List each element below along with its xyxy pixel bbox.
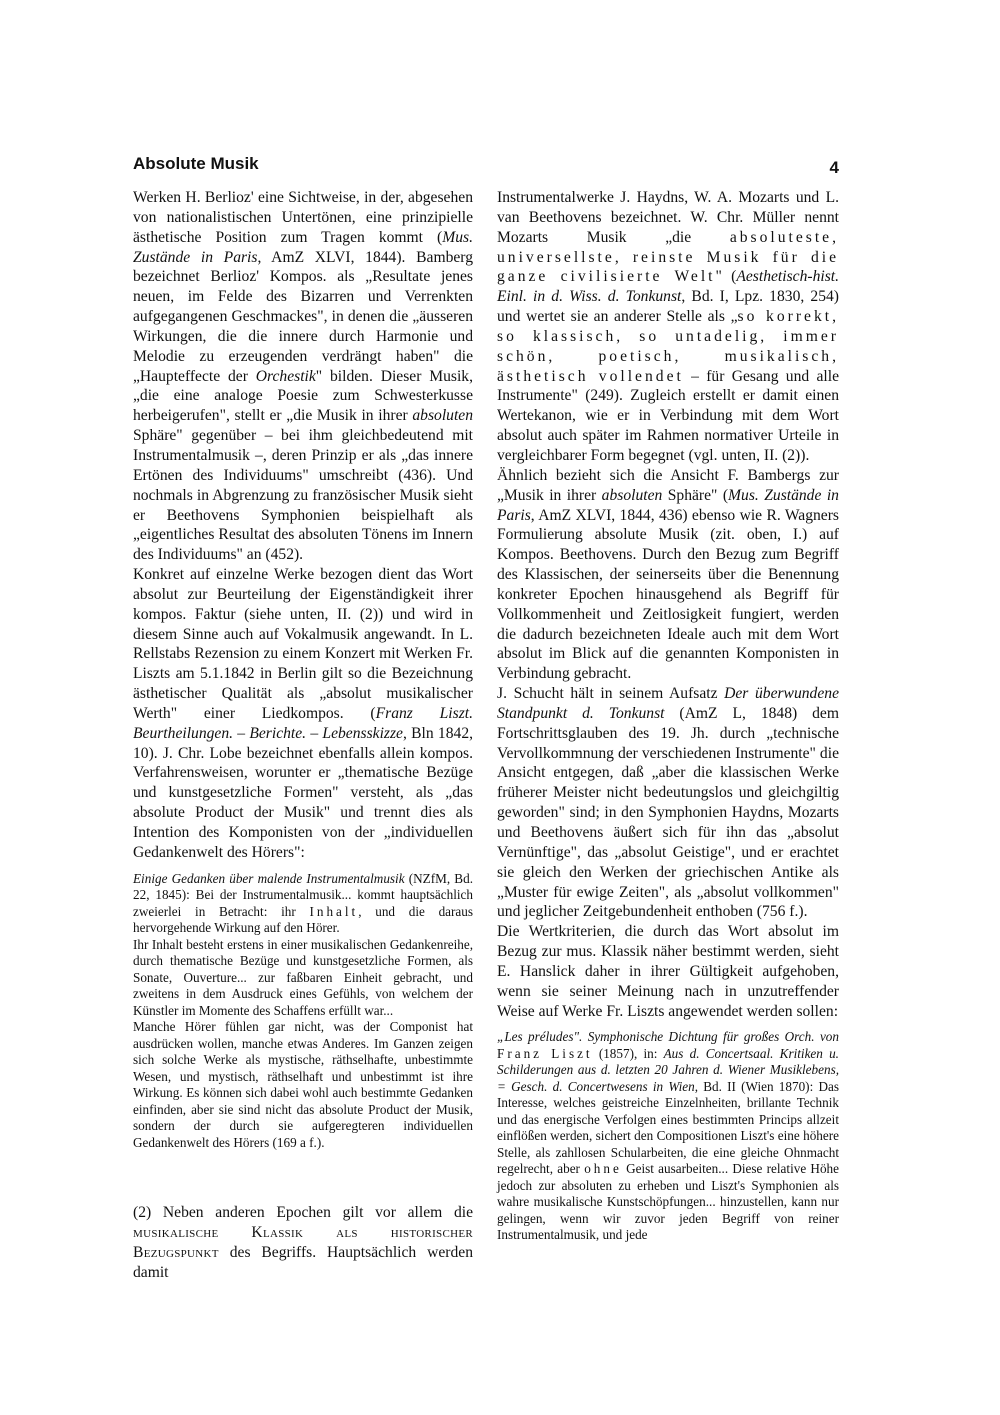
paragraph: Ähnlich bezieht sich die Ansicht F. Bambergs zur „Musik in ihrer absoluten Sphäre" (Mus. Zustände in Paris, AmZ XLVI, 1844, 436) ebenso wie R. Wagners Formulierung absolute Musik (zit. oben, I.) auf Kompos. Beethovens. Durch den Bezug zum Begriff des Klassischen, der seinerseits über die Benennung konkreter Epochen hinausgehend als Begriff für Vollkommenheit und Zeitlosigkeit fungiert, werden die dadurch bezeichneten Ideale auch mit dem Wort absolut im Blick auf die genannten Komponisten in Verbindung gebracht. <box>497 466 839 683</box>
paragraph: Instrumentalwerke J. Haydns, W. A. Mozarts und L. van Beethovens bezeichnet. W. Chr. Müller nennt Mozarts Musik „die absoluteste, universellste, reinste Musik für die ganze civilisierte Welt" (Aesthetisch-hist. Einl. in d. Wiss. d. Tonkunst, Bd. I, Lpz. 1830, 254) und wertet sie an anderer Stelle als „so korrekt, so klassisch, so untadelig, immer schön, poetisch, musikalisch, ästhetisch vollendet – für Gesang und alle Instrumente" (249). Zugleich erstellt er damit einen Wertekanon, wie er in Verbindung mit dem Wort absolut auch später im Rahmen normativer Urteile in vergleichbarer Form begegnet (vgl. unten, II. (2)). <box>497 189 839 464</box>
paragraph: Werken H. Berlioz' eine Sichtweise, in der, abgesehen von nationalistischen Untertönen, eine prinzipielle ästhetische Position zum Tragen kommt (Mus. Zustände in Paris, AmZ XLVI, 1844). Bamberg bezeichnet Berlioz' Kompos. als „Resultate jenes neuen, im Felde des Bizarren und Verrenkten aufgegangenen Geschmackes", in denen die „äusseren Wirkungen, die die innere durch Harmonie und Melodie zu erzeugenden verdrängt haben" die „Haupteffecte der Orchestik" bilden. Dieser Musik, „die eine analoge Poesie zum Schwesterkusse herbeigerufen", stellt er „die Musik in ihrer absoluten Sphäre" gegenüber – bei ihm gleichbedeutend mit Instrumentalmusik –, deren Prinzip er als „das innere Ertönen des Individuums" umschreibt (436). Und nochmals in Abgrenzung zu französischer Musik sieht er Beethovens Symphonien beispielhaft als „eigentliches Resultat des absoluten Tönens im Innern des Individuums" an (452). <box>133 189 473 564</box>
quote-paragraph: „Les préludes". Symphonische Dichtung für großes Orch. von Franz Liszt (1857), in: Aus d. Concertsaal. Kritiken u. Schilderungen aus d. letzten 20 Jahren d. Wiener Musiklebens, = Gesch. d. Concertwesens in Wien, Bd. II (Wien 1870): Das Interesse, welches geistreiche Einzelnheiten, brillante Technik und das energische Verfolgen eines bestimmten Princips allzeit einflößen werden, sichert den Compositionen Liszt's eine höhere Stelle, als zahllosen Schularbeiten, die eine gleiche Ohnmacht regelrecht, aber ohne Geist ausarbeiten... Diese relative Höhe jedoch zur absoluten zu erheben und Liszt's Symphonien als wahre musikalische Kunstschöpfungen... hinzustellen, kann nur gelingen, wenn wir zuvor jeden Begriff von reiner Instrumentalmusik, und jede <box>497 1029 839 1243</box>
right-column <box>497 188 839 1244</box>
running-header <box>133 154 839 180</box>
paragraph: Die Wertkriterien, die durch das Wort absolut im Bezug zur mus. Klassik näher bestimmt werden, sieht E. Hanslick daher in ihrer Gültigkeit aufgehoben, wenn sie seiner Meinung nach in unzutreffender Weise auf Werke Fr. Liszts angewendet werden sollen: <box>497 923 839 1020</box>
left-column <box>133 188 473 1283</box>
paragraph: J. Schucht hält in seinem Aufsatz Der überwundene Standpunkt d. Tonkunst (AmZ L, 1848) dem Fortschrittsglauben des 19. Jh. durch „technische Vervollkommnung der verschiedenen Instrumente" die Ansicht entgegen, daß „aber die klassischen Werke früherer Meister nicht bedeutungslos und gleichgiltig geworden" sind; in den Symphonien Haydns, Mozarts und Beethovens äußert sich für ihn das „absolut Vernünftige", das „absolut Geistige", und er erachtet sie gleich den Werken der griechischen Antike als „Muster für ewige Zeiten", als „absolut vollkommen" und jeglicher Zeitgebundenheit enthoben (756 f.). <box>497 685 839 921</box>
page-number: 4 <box>829 158 839 177</box>
paragraph: Konkret auf einzelne Werke bezogen dient das Wort absolut zur Beurteilung der Eigenständigkeit ihrer kompos. Faktur (siehe unten, II. (2)) und wird in diesem Sinne auch auf Vokalmusik angewandt. In L. Rellstabs Rezension zu einem Konzert mit Werken Fr. Liszts am 5.1.1842 in Berlin gilt so die Bezeichnung ästhetischer Qualität als „absolut musikalischer Werth" einer Liedkompos. (Franz Liszt. Beurtheilungen. – Berichte. – Lebensskizze, Bln 1842, 10). J. Chr. Lobe bezeichnet ebenfalls allein kompos. Verfahrensweisen, worunter er „thematische Bezüge und kunstgesetzliche Formen" versteht, als „das absolute Product der Musik" und trennt dies als Intention des Komponisten von der „individuellen Gedankenwelt des Hörers": <box>133 566 474 861</box>
block-quote <box>133 871 473 1152</box>
quote-paragraph: Ihr Inhalt besteht erstens in einer musikalischen Gedankenreihe, durch thematische Bezüge und kunstgesetzliche Formen, als Sonate, Ouverture... zur faßbaren Einheit gebracht, und zweitens in dem Ausdruck eines Gefühls, von welchem der Künstler im Momente des Schaffens erfüllt war... <box>133 936 473 1018</box>
block-quote <box>497 1029 839 1244</box>
quote-paragraph: Manche Hörer fühlen gar nicht, was der Componist hat ausdrücken wollen, manche etwas Anderes. Im Ganzen zeigen sich solche Werke als mystische, räthselhafte, unbestimmte Wesen, und mystisch, räthselhaft und unbestimmt ist ihre Wirkung. Es können sich dabei wohl auch bestimmte Gedanken einfinden, aber sie sind nicht das absolute Product der Musik, sondern der durch sie aufgeregteren individuellen Gedankenwelt des Hörers (169 a f.). <box>133 1019 473 1150</box>
section-paragraph: (2) Neben anderen Epochen gilt vor allem die musikalische Klassik als historischer Bezugspunkt des Begriffs. Hauptsächlich werden damit <box>133 1204 473 1281</box>
quote-paragraph: Einige Gedanken über malende Instrumentalmusik (NZfM, Bd. 22, 1845): Bei der Instrumentalmusik... kommt hauptsächlich zweierlei in Betracht: ihr Inhalt, und die daraus hervorgehende Wirkung auf den Hörer. <box>133 870 473 936</box>
running-title: Absolute Musik <box>133 154 259 173</box>
